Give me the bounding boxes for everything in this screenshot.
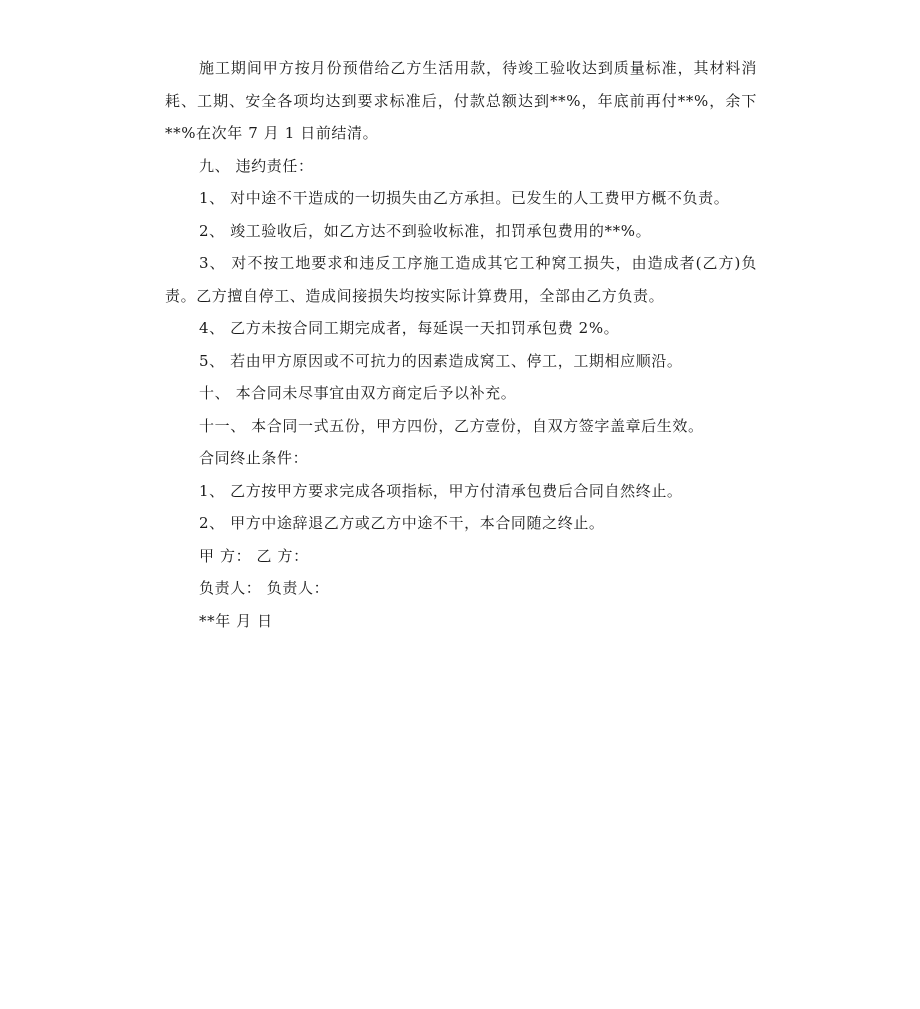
- document-page: [165, 52, 757, 637]
- breach-clause-3: 3、 对不按工地要求和违反工序施工造成其它工种窝工损失，由造成者(乙方)负责。乙方擅自停工、造成间接损失均按实际计算费用，全部由乙方负责。: [165, 254, 757, 305]
- breach-clause-1: 1、 对中途不干造成的一切损失由乙方承担。已发生的人工费甲方概不负责。: [199, 189, 730, 207]
- breach-clause-5: 5、 若由甲方原因或不可抗力的因素造成窝工、停工，工期相应顺沿。: [199, 351, 683, 370]
- section-11: 十一、 本合同一式五份，甲方四份，乙方壹份，自双方签字盖章后生效。: [199, 416, 704, 435]
- termination-clause-2: 2、 甲方中途辞退乙方或乙方中途不干，本合同随之终止。: [199, 514, 605, 532]
- termination-clause-1: 1、 乙方按甲方要求完成各项指标，甲方付清承包费后合同自然终止。: [199, 481, 683, 500]
- payment-terms-paragraph: 施工期间甲方按月份预借给乙方生活用款，待竣工验收达到质量标准，其材料消耗、工期、安全各项均达到要求标准后，付款总额达到**%，年底前再付**%，余下**%在次年 7 月 1 日前结清。: [165, 59, 757, 142]
- termination-heading: 合同终止条件：: [199, 449, 309, 467]
- section-10: 十、 本合同未尽事宜由双方商定后予以补充。: [199, 384, 517, 402]
- section-9-heading: 九、 违约责任：: [199, 156, 314, 175]
- breach-clause-4: 4、 乙方未按合同工期完成者，每延误一天扣罚承包费 2%。: [199, 319, 620, 337]
- breach-clause-2: 2、 竣工验收后，如乙方达不到验收标准，扣罚承包费用的**%。: [199, 221, 652, 240]
- responsible-person-line: 负责人： 负责人：: [199, 579, 330, 597]
- date-line: **年 月 日: [199, 611, 273, 630]
- party-signature-line: 甲 方： 乙 方：: [199, 546, 309, 565]
